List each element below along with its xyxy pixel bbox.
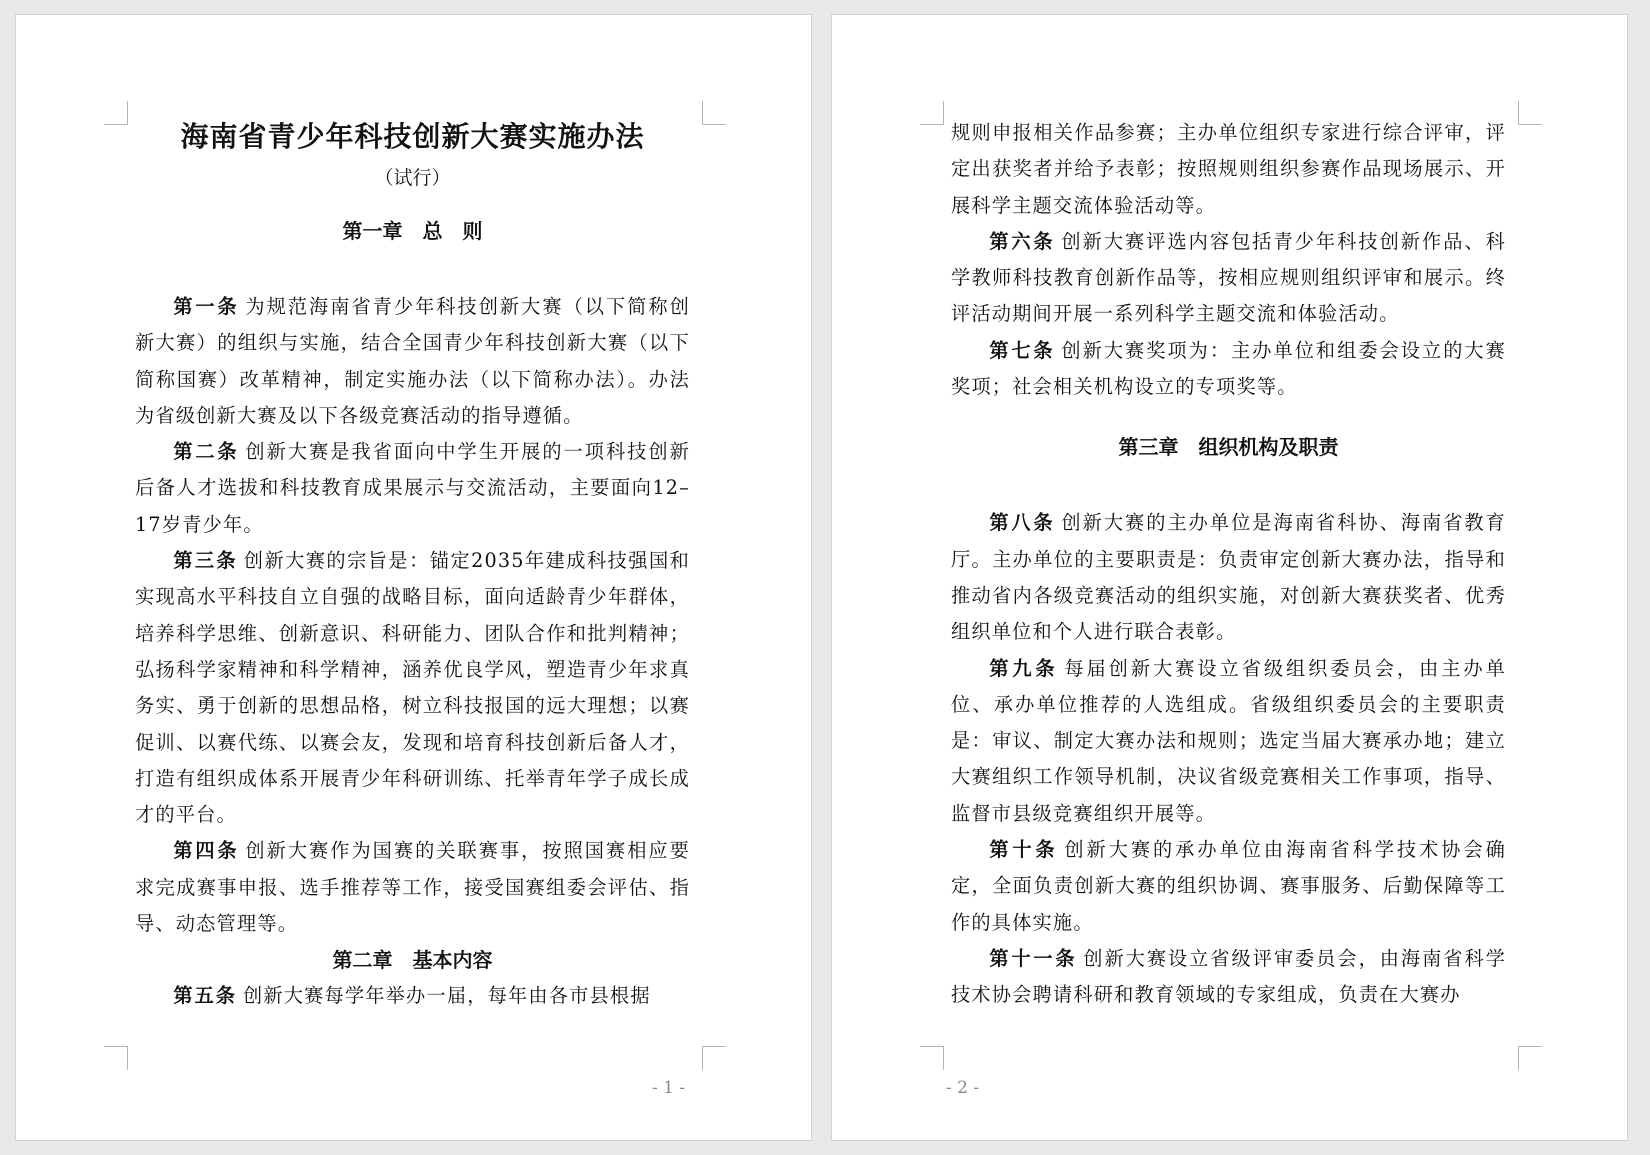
article-text: 创新大赛的主办单位是海南省科协、海南省教育厅。主办单位的主要职责是：负责审定创新大赛办法，指导和推动省内各级竞赛活动的组织实施，对创新大赛获奖者、优秀组织单位和个人进行联合表彰。 xyxy=(951,511,1506,644)
margin-mark-bottom-left xyxy=(920,1046,944,1070)
document-page-2[interactable] xyxy=(831,14,1628,1141)
article-label: 第五条 xyxy=(173,984,237,1008)
article-6 xyxy=(951,224,1506,333)
margin-mark-top-left xyxy=(920,101,944,125)
article-11 xyxy=(951,941,1506,1014)
article-label: 第九条 xyxy=(989,656,1059,680)
page-number: - 1 - xyxy=(652,1078,686,1098)
chapter-heading-2: 第二章 基本内容 xyxy=(332,948,493,973)
article-text: 创新大赛作为国赛的关联赛事，按照国赛相应要求完成赛事申报、选手推荐等工作，接受国赛组委会评估、指导、动态管理等。 xyxy=(135,839,690,936)
margin-mark-bottom-left xyxy=(104,1046,128,1070)
margin-mark-top-right xyxy=(1518,101,1542,125)
article-text: 创新大赛的承办单位由海南省科学技术协会确定，全面负责创新大赛的组织协调、赛事服务、后勤保障等工作的具体实施。 xyxy=(951,838,1506,934)
page-1-body[interactable] xyxy=(135,115,690,1015)
article-text: 创新大赛是我省面向中学生开展的一项科技创新后备人才选拔和科技教育成果展示与交流活动，主要面向12–17岁青少年。 xyxy=(135,440,690,536)
article-text: 创新大赛设立省级评审委员会，由海南省科学技术协会聘请科研和教育领域的专家组成，负责在大赛办 xyxy=(951,946,1507,1007)
document-page-1[interactable] xyxy=(15,14,812,1141)
article-label: 第六条 xyxy=(989,229,1056,253)
article-label: 第四条 xyxy=(173,839,240,863)
article-label: 第十一条 xyxy=(989,946,1078,970)
margin-mark-top-right xyxy=(702,101,726,125)
article-text: 为规范海南省青少年科技创新大赛（以下简称创新大赛）的组织与实施，结合全国青少年科技创新大赛（以下简称国赛）改革精神，制定实施办法（以下简称办法）。办法为省级创新大赛及以下各级竞赛活动的指导遵循。 xyxy=(135,295,690,427)
page-2-body[interactable] xyxy=(951,115,1506,1014)
article-text: 创新大赛的宗旨是：锚定2035年建成科技强国和实现高水平科技自立自强的战略目标，面向适龄青少年群体，培养科学思维、创新意识、科研能力、团队合作和批判精神；弘扬科学家精神和科学精神，涵养优良学风，塑造青少年求真务实、勇于创新的思想品格，树立科技报国的远大理想；以赛促训、以赛代练、以赛会友，发现和培育科技创新后备人才，打造有组织成体系开展青少年科研训练、托举青年学子成长成才的平台。 xyxy=(135,549,690,827)
article-5-continued: 规则申报相关作品参赛；主办单位组织专家进行综合评审，评定出获奖者并给予表彰；按照规则组织参赛作品现场展示、开展科学主题交流体验活动等。 xyxy=(951,121,1506,217)
article-label: 第十条 xyxy=(989,838,1059,862)
article-10 xyxy=(951,832,1506,941)
article-7 xyxy=(951,333,1506,406)
article-label: 第二条 xyxy=(173,440,240,464)
article-1 xyxy=(135,289,690,434)
document-title: 海南省青少年科技创新大赛实施办法 xyxy=(180,120,645,153)
document-subtitle: （试行） xyxy=(374,167,451,189)
article-5 xyxy=(135,978,690,1014)
article-text: 创新大赛每学年举办一届，每年由各市县根据 xyxy=(242,984,651,1008)
article-2 xyxy=(135,434,690,543)
margin-mark-bottom-right xyxy=(702,1046,726,1070)
article-text: 创新大赛奖项为：主办单位和组委会设立的大赛奖项；社会相关机构设立的专项奖等。 xyxy=(951,338,1506,399)
article-text: 创新大赛评选内容包括青少年科技创新作品、科学教师科技教育创新作品等，按相应规则组织评审和展示。终评活动期间开展一系列科学主题交流和体验活动。 xyxy=(951,229,1506,326)
article-label: 第七条 xyxy=(989,338,1056,362)
chapter-heading-1: 第一章 总 则 xyxy=(342,219,483,243)
article-4 xyxy=(135,833,690,942)
margin-mark-top-left xyxy=(104,101,128,125)
article-3 xyxy=(135,543,690,833)
chapter-heading-3: 第三章 组织机构及职责 xyxy=(1118,435,1339,460)
article-label: 第一条 xyxy=(173,295,240,318)
article-9 xyxy=(951,651,1506,832)
article-text: 每届创新大赛设立省级组织委员会，由主办单位、承办单位推荐的人选组成。省级组织委员会的主要职责是：审议、制定大赛办法和规则；选定当届大赛承办地；建立大赛组织工作领导机制，决议省级竞赛相关工作事项，指导、监督市县级竞赛组织开展等。 xyxy=(951,656,1506,825)
article-label: 第八条 xyxy=(989,511,1056,535)
page-number: - 2 - xyxy=(946,1078,980,1098)
margin-mark-bottom-right xyxy=(1518,1046,1542,1070)
article-8 xyxy=(951,505,1506,650)
article-label: 第三条 xyxy=(173,549,238,573)
